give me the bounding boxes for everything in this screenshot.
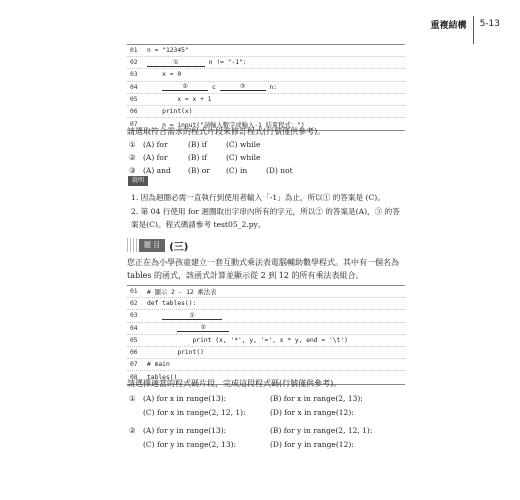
option-b[interactable]: (B) if — [188, 140, 207, 149]
option-b[interactable]: (B) for y in range(2, 12, 1): — [270, 426, 373, 435]
answer-blank[interactable]: ② — [177, 324, 229, 332]
code-line: 08 tables() — [130, 373, 178, 381]
option-b[interactable]: (B) or — [188, 166, 210, 175]
option-a[interactable]: (A) for — [143, 153, 168, 162]
option-d[interactable]: (D) for y in range(12): — [270, 440, 354, 449]
question-prompt: 請選擇適當的程式碼片段，完成這段程式碼(行號僅供參考)。 — [127, 379, 342, 388]
question-prompt: 請選取符合需求的程式片段來修訂程式(行號僅供參考)。 — [127, 127, 326, 136]
option-c[interactable]: (C) while — [226, 153, 261, 162]
option-c[interactable]: (C) while — [226, 140, 261, 149]
code-line: 01 n = "12345" — [127, 45, 405, 57]
option-a[interactable]: (A) for — [143, 140, 168, 149]
question-description: tables 的函式，該函式計算並顯示從 2 到 12 的所有乘法表組合。 — [127, 271, 364, 280]
decorative-stripes — [127, 238, 137, 252]
option-a[interactable]: (A) and — [143, 166, 171, 175]
option-d[interactable]: (D) not — [266, 166, 293, 175]
code-line: 04 ② c ③ n: — [127, 82, 405, 94]
answer-blank[interactable]: ① — [147, 59, 205, 67]
answer-blank[interactable]: ① — [162, 312, 222, 320]
code-line: 06 print() — [127, 347, 405, 359]
explanation-label: 說明 — [128, 176, 148, 186]
chapter-title: 重複結構 — [430, 20, 467, 31]
option-a[interactable]: (A) for y in range(13): — [143, 426, 227, 435]
header-divider — [473, 16, 474, 44]
page-header — [431, 14, 500, 34]
code-block-1 — [127, 44, 405, 131]
code-line: 07 n = input("請輸入數字或輸入-1 結束程式：") — [130, 120, 305, 129]
code-line: 03 ① — [127, 310, 405, 322]
code-line: 07 # main — [127, 359, 405, 371]
code-line: 05 x = x + 1 — [127, 94, 405, 106]
option-d[interactable]: (D) for x in range(12): — [270, 408, 354, 417]
code-line: 04 ② — [127, 323, 405, 335]
code-line: 06 print(x) — [127, 106, 405, 118]
option-mark: ① — [129, 394, 136, 403]
option-mark: ③ — [129, 166, 136, 175]
option-b[interactable]: (B) if — [188, 153, 207, 162]
option-mark: ② — [129, 153, 136, 162]
question-heading — [127, 238, 188, 252]
code-block-2 — [127, 285, 405, 385]
explanation-line: 案是(C)。程式碼請參考 test05_2.py。 — [131, 220, 266, 229]
question-description: 您正在為小學孩童建立一套互動式乘法表電腦輔助數學程式。其中有一個名為 — [127, 258, 399, 267]
option-c[interactable]: (C) for x in range(2, 12, 1): — [143, 408, 246, 417]
question-label: 題 目 — [139, 239, 165, 252]
explanation-line: 1. 因為迴圈必需一直執行到使用者輸入「-1」為止，所以① 的答案是 (C)。 — [131, 193, 385, 202]
code-line: 05 print (x, '*', y, '=', x * y, end = '\t') — [127, 335, 405, 347]
code-line: 02 def tables(): — [127, 298, 405, 310]
answer-blank[interactable]: ② — [162, 83, 208, 91]
option-a[interactable]: (A) for x in range(13): — [143, 394, 227, 403]
answer-blank[interactable]: ③ — [220, 83, 266, 91]
code-line: 01 # 顯示 2 - 12 乘法表 — [127, 286, 405, 298]
code-line: 02 ① n != "-1": — [127, 57, 405, 69]
option-mark: ① — [129, 140, 136, 149]
explanation-line: 2. 第 04 行使用 for 迴圈取出字串內所有的字元，所以② 的答案是(A)，③ 的答 — [131, 207, 400, 216]
option-c[interactable]: (C) for y in range(2, 13): — [143, 440, 237, 449]
option-b[interactable]: (B) for x in range(2, 13): — [270, 394, 363, 403]
page-number: 5-13 — [479, 19, 500, 29]
code-line: 03 x = 0 — [127, 69, 405, 81]
option-mark: ② — [129, 426, 136, 435]
question-number: (三) — [169, 241, 189, 253]
option-c[interactable]: (C) in — [226, 166, 248, 175]
